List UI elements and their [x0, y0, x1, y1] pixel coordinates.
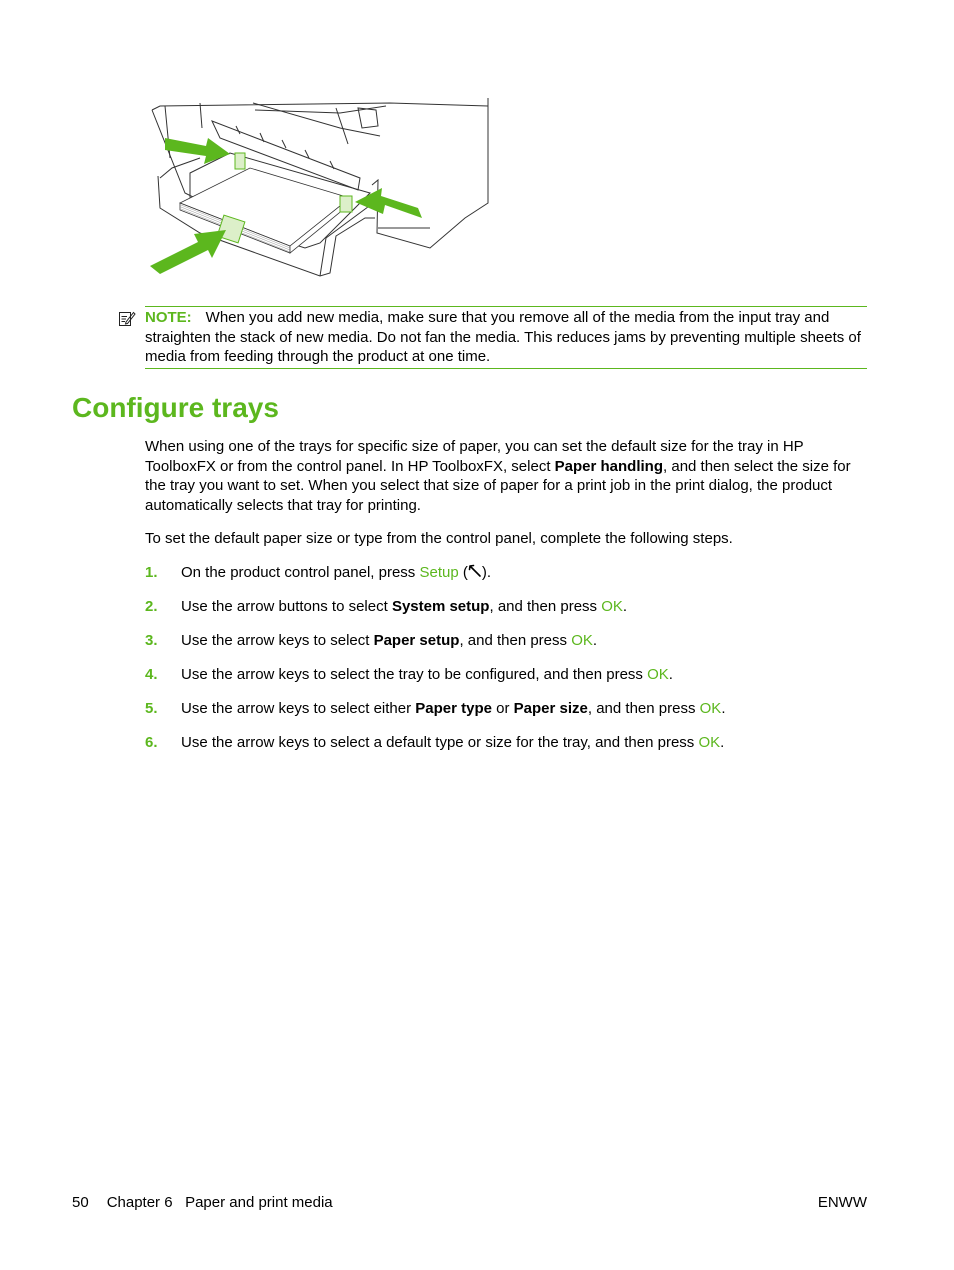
- step-text-part: Use the arrow keys to select either: [181, 700, 416, 717]
- step-bold-term: Paper setup: [373, 632, 460, 649]
- step-text-part: Use the arrow buttons to select: [181, 598, 392, 615]
- note-label: NOTE:: [145, 309, 192, 326]
- step-text-part: Use the arrow keys to select: [181, 632, 374, 649]
- footer-right: ENWW: [817, 1194, 867, 1211]
- footer-left: [72, 1193, 333, 1212]
- step-text-part: Use the arrow keys to select the tray to be configured, and then press: [181, 666, 648, 683]
- intro-paragraph: [145, 437, 870, 515]
- setup-ui-label: Setup: [419, 564, 459, 581]
- step-text-part: .: [721, 700, 726, 717]
- step-text: [181, 665, 673, 685]
- ok-ui-label: OK: [647, 666, 669, 683]
- step-text-part: ).: [481, 564, 492, 581]
- ok-ui-label: OK: [601, 598, 623, 615]
- steps-list: [145, 563, 870, 767]
- intro-text-1: When using one of the trays for specific size of paper, you can set the default size for the tray in HP ToolboxFX or from the control panel. In HP ToolboxFX, select: [145, 438, 804, 475]
- step-text: [181, 631, 597, 651]
- step-number: 5.: [145, 700, 158, 717]
- step-text-part: .: [622, 598, 628, 615]
- intro-bold-paper-handling: Paper handling: [554, 457, 664, 475]
- step-text-part: or: [491, 700, 514, 717]
- step-bold-term: Paper type: [415, 700, 492, 717]
- step-bold-term: Paper size: [513, 700, 588, 717]
- section-title: Configure trays: [72, 392, 279, 423]
- step-text-part: , and then press: [459, 632, 572, 649]
- step-item: [145, 597, 870, 631]
- note-block: [145, 306, 867, 369]
- ok-ui-label: OK: [698, 734, 721, 751]
- step-text: [181, 563, 491, 583]
- step-text: [181, 699, 725, 719]
- step-text-part: , and then press: [587, 700, 700, 717]
- step-item: [145, 733, 870, 767]
- ok-ui-label: OK: [699, 700, 722, 717]
- step-number: 2.: [145, 598, 158, 615]
- ok-ui-label: OK: [571, 632, 593, 649]
- page-number: 50: [72, 1194, 89, 1211]
- step-number: 3.: [145, 632, 158, 649]
- step-text-part: .: [668, 666, 673, 683]
- wrench-icon: [468, 564, 482, 578]
- step-text-part: .: [720, 734, 725, 751]
- steps-lead-paragraph: To set the default paper size or type from the control panel, complete the following steps.: [145, 530, 733, 547]
- intro-text-2: , and then select the size for the tray you want to set. When you select that size of paper for a print job in the print dialog, the product automatically selects that tray for printing.: [145, 457, 851, 514]
- step-text-part: , and then press: [489, 598, 602, 615]
- step-text-part: Use the arrow keys to select a default type or size for the tray, and then press: [181, 734, 699, 751]
- step-item: [145, 665, 870, 699]
- step-text-part: (: [458, 564, 468, 581]
- step-number: 6.: [145, 734, 158, 751]
- chapter-title: Chapter 6 Paper and print media: [106, 1194, 333, 1211]
- step-item: [145, 699, 870, 733]
- step-text-part: On the product control panel, press: [181, 564, 420, 581]
- step-item: [145, 563, 870, 597]
- note-icon: [118, 309, 136, 327]
- step-number: 4.: [145, 666, 158, 683]
- step-text-part: .: [592, 632, 598, 649]
- step-bold-term: System setup: [391, 598, 490, 615]
- note-text: When you add new media, make sure that you remove all of the media from the input tray and straighten the stack of new media. Do not fan the media. This reduces jams by preventing multiple sheets of media from feeding through the product at one time.: [145, 309, 861, 365]
- step-text: [181, 733, 724, 753]
- step-text: [181, 597, 627, 617]
- step-item: [145, 631, 870, 665]
- step-number: 1.: [145, 564, 158, 581]
- printer-tray-illustration: [140, 98, 500, 283]
